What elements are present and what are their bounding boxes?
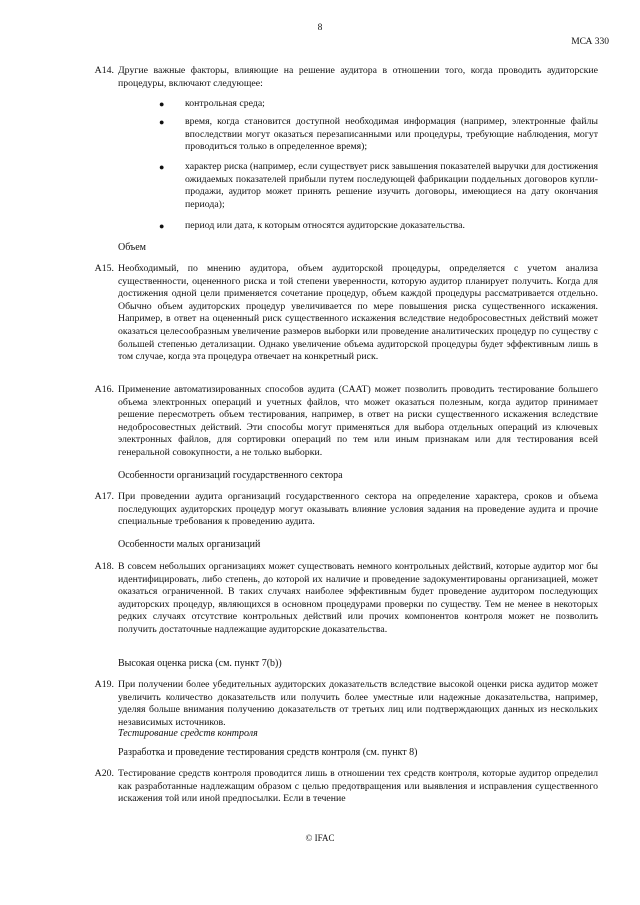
- list-item: [159, 98, 598, 111]
- section-heading-public-sector: Особенности организаций государственного сектора: [118, 470, 343, 481]
- paragraph-a20: [94, 768, 598, 806]
- section-heading-design: Разработка и проведение тестирования средств контроля (см. пункт 8): [118, 747, 418, 758]
- list-item-text: период или дата, к которым относятся аудиторские доказательства.: [185, 220, 465, 231]
- bullet-icon: ●: [159, 162, 165, 172]
- footer-copyright: © IFAC: [305, 833, 335, 843]
- section-heading-volume: Объем: [118, 242, 146, 253]
- paragraph-a15: [94, 263, 598, 364]
- section-heading-high-risk: Высокая оценка риска (см. пункт 7(b)): [118, 658, 282, 669]
- paragraph-text: При получении более убедительных аудиторских доказательств вследствие высокой оценки риска аудитор может увеличить количество доказательств или получить более уместные или надежные доказательства, например, уделяя больше внимания получению доказательств от третьих лиц или подтверждающих данных из нескольких независимых источников.: [118, 679, 598, 728]
- list-item: [159, 220, 598, 233]
- standard-id: МСА 330: [571, 37, 609, 47]
- paragraph-number: A19.: [94, 679, 114, 690]
- paragraph-a19: [94, 679, 598, 729]
- bullet-icon: ●: [159, 99, 165, 109]
- list-item-text: время, когда становится доступной необходимая информация (например, электронные файлы впоследствии могут оказаться перезаписанными или процедуры, требующие наблюдения, могут проводиться только в определенное время);: [185, 116, 598, 153]
- paragraph-a18: [94, 561, 598, 637]
- paragraph-text: Другие важные факторы, влияющие на решение аудитора в отношении того, когда проводить аудиторские процедуры, включают следующее:: [118, 65, 598, 89]
- list-item-text: характер риска (например, если существует риск завышения показателей выручки для достижения ожидаемых показателей прибыли путем последующей фабрикации поддельных договоров купли-продажи, аудитор может принять решение изучить договоры, имеющиеся на дату окончания периода);: [185, 161, 599, 210]
- list-item: [159, 161, 599, 211]
- page-number: 8: [317, 23, 323, 33]
- bullet-icon: ●: [159, 117, 165, 127]
- paragraph-number: A15.: [94, 263, 114, 274]
- bullet-icon: ●: [159, 221, 165, 231]
- paragraph-number: A16.: [94, 384, 114, 395]
- paragraph-text: Тестирование средств контроля проводится лишь в отношении тех средств контроля, которые аудитор определил как разработанные надлежащим образом с целью предотвращения или выявления и исправления существенного искажения той или иной предпосылки. Если в течение: [118, 768, 598, 805]
- paragraph-number: A14.: [94, 65, 114, 76]
- paragraph-text: Применение автоматизированных способов аудита (CAAT) может позволить проводить тестирование большего объема электронных операций и учетных файлов, что может оказаться полезным, когда аудитор принимает решение пересмотреть объем тестирования, например, в ответ на риски существенного искажения вследствие недобросовестных действий. Эти способы могут применяться для выбора отдельных операций из ключевых электронных файлов, для сортировки операций по тем или иным признакам или для тестирования всей генеральной совокупности, а не только выборки.: [118, 384, 598, 458]
- paragraph-text: Необходимый, по мнению аудитора, объем аудиторской процедуры, определяется с учетом анализа существенности, оцененного риска и той степени уверенности, которую аудитор планирует получить. Когда для достижения одной цели применяется сочетание процедур, объем каждой процедуры рассматривается отдельно. Обычно объем аудиторских процедур увеличивается по мере повышения риска существенного искажения. Например, в ответ на оцененный риск существенного искажения вследствие недобросовестных действий может оказаться целесообразным увеличение размеров выборки или проведение аналитических процедур по существу с большей степенью детализации. Однако увеличение объема аудиторской процедуры будет эффективным лишь в том случае, когда эта процедура отвечает на конкретный риск.: [118, 263, 598, 363]
- section-heading-controls-testing: Тестирование средств контроля: [118, 728, 258, 739]
- paragraph-text: При проведении аудита организаций государственного сектора на определение характера, сроков и объема последующих аудиторских процедур могут оказывать влияние условия задания на проведение аудита и прочие специальные требования к проведению аудита.: [118, 491, 598, 528]
- paragraph-number: A20.: [94, 768, 114, 779]
- section-heading-small-entities: Особенности малых организаций: [118, 539, 261, 550]
- paragraph-number: A18.: [94, 561, 114, 572]
- paragraph-text: В совсем небольших организациях может существовать немного контрольных действий, которые аудитор мог бы идентифицировать, либо степень, до которой их наличие и проведение задокументированы организацией, может оказаться ограниченной. В таких случаях наиболее эффективным будет проведение аудитором последующих аудиторских процедур, являющихся в основном процедурами проверки по существу. Тем не менее в некоторых редких случаях отсутствие контрольных действий или прочих компонентов контроля может не позволить получить достаточные надлежащие аудиторские доказательства.: [118, 561, 598, 635]
- paragraph-number: A17.: [94, 491, 114, 502]
- paragraph-a14: [94, 65, 598, 90]
- paragraph-a16: [94, 384, 598, 460]
- list-item-text: контрольная среда;: [185, 98, 265, 109]
- paragraph-a17: [94, 491, 598, 529]
- list-item: [159, 116, 598, 154]
